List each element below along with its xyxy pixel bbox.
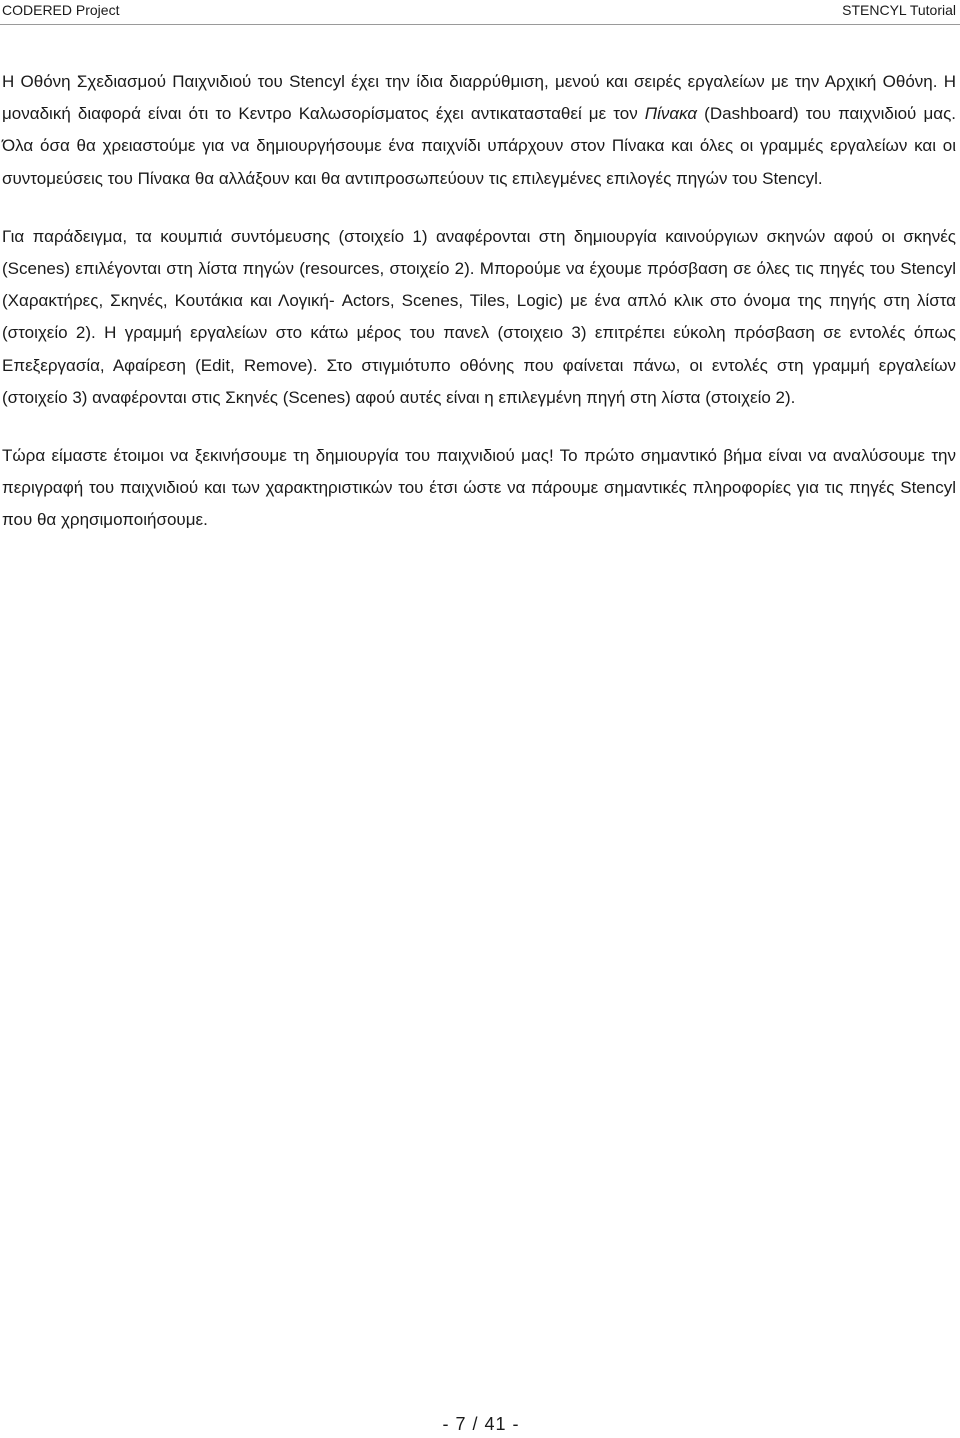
header-document-title: STENCYL Tutorial bbox=[842, 2, 956, 18]
document-body bbox=[2, 66, 956, 537]
page-number-label: - 7 / 41 - bbox=[442, 1414, 520, 1434]
page-number bbox=[0, 1412, 960, 1436]
paragraph-next-steps: Τώρα είμαστε έτοιμοι να ξεκινήσουμε τη δημιουργία του παιχνιδιού μας! Το πρώτο σημαντικό βήμα είναι να αναλύσουμε την περιγραφή του παιχνιδιού και των χαρακτηριστικών του έτσι ώστε να πάρουμε σημαντικές πληροφορίες για τις πηγές Stencyl που θα χρησιμοποιήσουμε. bbox=[2, 446, 956, 530]
paragraph-1-italic-term: Πίνακα bbox=[644, 104, 698, 124]
paragraph-1-text-end: (Dashboard) του παιχνιδιού μας. Όλα όσα θα χρειαστούμε για να δημιουργήσουμε ένα παιχνίδι υπάρχουν στον Πίνακα και όλες οι γραμμές εργαλείων και οι συντομεύσεις του Πίνακα θα αλλάξουν και θα αντιπροσωπεύουν τις επιλεγμένες επιλογές πηγών του Stencyl. bbox=[2, 104, 956, 188]
paragraph-dashboard-intro bbox=[2, 66, 956, 195]
paragraph-example-items: Για παράδειγμα, τα κουμπιά συντόμευσης (στοιχείο 1) αναφέρονται στη δημιουργία καινούργιων σκηνών αφού οι σκηνές (Scenes) επιλέγονται στη λίστα πηγών (resources, στοιχείο 2). Μπορούμε να έχουμε πρόσβαση σε όλες τις πηγές του Stencyl (Χαρακτήρες, Σκηνές, Κουτάκια και Λογική- Actors, Scenes, Tiles, Logic) με ένα απλό κλικ στο όνομα της πηγής στη λίστα (στοιχείο 2). Η γραμμή εργαλείων στο κάτω μέρος του πανελ (στοιχειο 3) επιτρέπει εύκολη πρόσβαση σε εντολές όπως Επεξεργασία, Αφαίρεση (Edit, Remove). Στο στιγμιότυπο οθόνης που φαίνεται πάνω, οι εντολές στη γραμμή εργαλείων (στοιχείο 3) αναφέρονται στις Σκηνές (Scenes) αφού αυτές είναι η επιλεγμένη πηγή στη λίστα (στοιχείο 2). bbox=[2, 226, 956, 407]
header-project-name: CODERED Project bbox=[2, 2, 120, 18]
header-divider bbox=[0, 24, 960, 25]
page-header bbox=[0, 0, 960, 22]
paragraph-1-text-start: Η Οθόνη Σχεδιασμού Παιχνιδιού του Stencyl έχει την ίδια διαρρύθμιση, μενού και σειρές εργαλείων με την Αρχική Οθόνη. Η μοναδική διαφορά είναι ότι το Κεντρο Καλωσορίσματος έχει αντικατασταθεί με τον bbox=[2, 72, 956, 124]
